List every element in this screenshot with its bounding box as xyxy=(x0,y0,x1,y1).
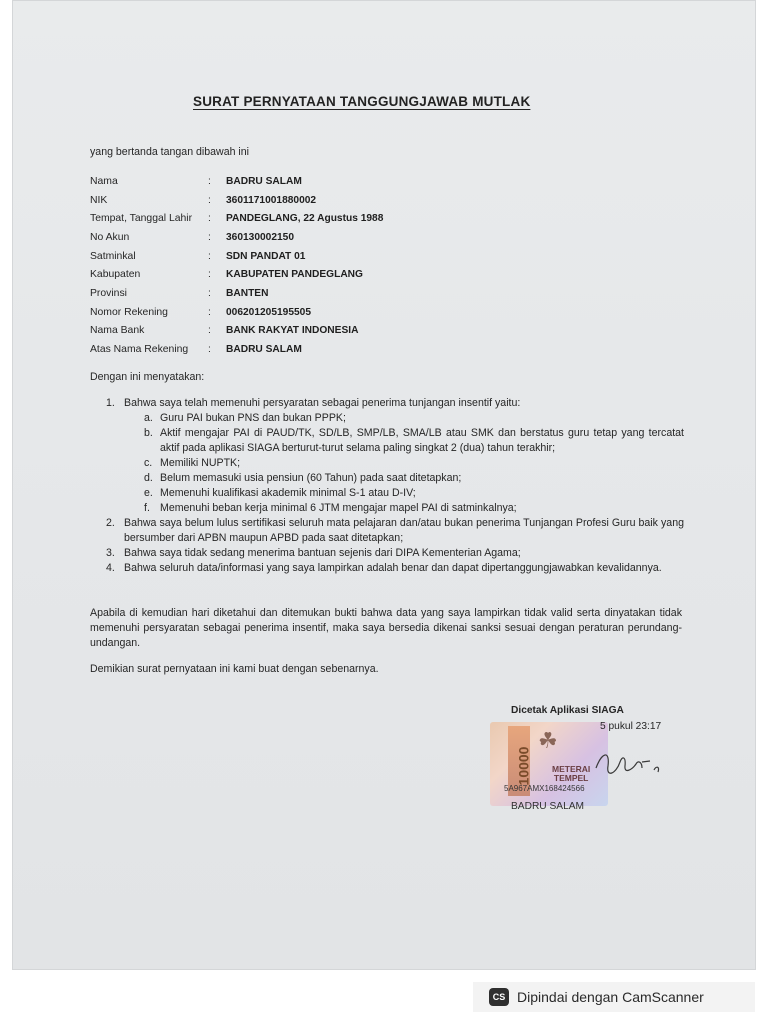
sub-list-item xyxy=(144,471,684,486)
field-label: Atas Nama Rekening xyxy=(90,344,189,356)
printed-time: 5 pukul 23:17 xyxy=(600,721,662,732)
field-separator: : xyxy=(208,306,211,318)
sub-item-text: Belum memasuki usia pensiun (60 Tahun) pada saat ditetapkan; xyxy=(160,472,462,484)
field-separator: : xyxy=(208,269,211,281)
sub-item-text: Memenuhi kualifikasi akademik minimal S-1 atau D-IV; xyxy=(160,487,416,499)
list-item-text: Bahwa saya telah memenuhi persyaratan sebagai penerima tunjangan insentif yaitu: xyxy=(124,397,521,409)
field-value: 360130002150 xyxy=(226,231,294,243)
list-item xyxy=(106,561,684,576)
sub-list-item xyxy=(144,486,684,501)
list-item-text: Bahwa seluruh data/informasi yang saya lampirkan adalah benar dan dapat dipertanggungjawabkan kevalidannya. xyxy=(124,562,662,574)
field-row xyxy=(90,247,570,266)
stamp-label xyxy=(552,765,590,783)
field-value: SDN PANDAT 01 xyxy=(226,250,306,262)
field-value: 3601171001880002 xyxy=(226,194,317,206)
field-value: PANDEGLANG, 22 Agustus 1988 xyxy=(226,213,384,225)
field-row xyxy=(90,228,570,247)
list-item xyxy=(106,546,684,561)
garuda-emblem-icon: ☘ xyxy=(538,728,558,753)
list-item-number: 4. xyxy=(106,562,115,574)
sub-item-text: Guru PAI bukan PNS dan bukan PPPK; xyxy=(160,412,346,424)
field-separator: : xyxy=(208,213,211,225)
field-label: Nama xyxy=(90,175,118,187)
list-item-number: 3. xyxy=(106,547,115,559)
intro-text: yang bertanda tangan dibawah ini xyxy=(90,146,250,158)
field-separator: : xyxy=(208,325,211,337)
declaration-list xyxy=(106,396,684,576)
sub-item-text: Aktif mengajar PAI di PAUD/TK, SD/LB, SMP/LB, SMA/LB atau SMK dan berstatus guru tetap yang tercatat aktif pada aplikasi SIAGA berturut-turut selama paling singkat 2 (dua) tahun terakhir; xyxy=(160,427,684,454)
field-row xyxy=(90,284,570,303)
sub-item-text: Memiliki NUPTK; xyxy=(160,457,241,469)
declaration-heading: Dengan ini menyatakan: xyxy=(90,371,205,383)
sub-item-text: Memenuhi beban kerja minimal 6 JTM mengajar mapel PAI di satminkalnya; xyxy=(160,502,517,514)
field-value: 006201205195505 xyxy=(226,306,311,318)
field-value: KABUPATEN PANDEGLANG xyxy=(226,269,363,281)
field-separator: : xyxy=(208,250,211,262)
field-row xyxy=(90,191,570,210)
closing-paragraph: Demikian surat pernyataan ini kami buat dengan sebenarnya. xyxy=(90,663,379,675)
field-row xyxy=(90,340,570,359)
field-label: Nama Bank xyxy=(90,325,145,337)
stamp-serial: 5A967AMX168424566 xyxy=(504,784,585,793)
document-title: SURAT PERNYATAAN TANGGUNGJAWAB MUTLAK xyxy=(193,94,531,109)
field-label: Kabupaten xyxy=(90,269,141,281)
field-separator: : xyxy=(208,175,211,187)
identity-fields xyxy=(90,172,570,359)
field-separator: : xyxy=(208,287,211,299)
field-separator: : xyxy=(208,194,211,206)
sub-list-item xyxy=(144,426,684,456)
sub-item-letter: b. xyxy=(144,427,153,439)
field-row xyxy=(90,209,570,228)
sub-list-item xyxy=(144,411,684,426)
list-item xyxy=(106,396,684,411)
field-label: Nomor Rekening xyxy=(90,306,168,318)
field-label: Provinsi xyxy=(90,287,127,299)
field-row xyxy=(90,172,570,191)
field-row xyxy=(90,322,570,341)
list-item xyxy=(106,516,684,546)
sub-list-item xyxy=(144,501,684,516)
field-value: BADRU SALAM xyxy=(226,344,302,356)
field-row xyxy=(90,265,570,284)
camscanner-logo-icon: CS xyxy=(489,988,509,1006)
stamp-label-line1: METERAI xyxy=(552,764,591,774)
sub-item-letter: a. xyxy=(144,412,153,424)
field-label: NIK xyxy=(90,194,108,206)
sub-item-letter: e. xyxy=(144,487,153,499)
sub-list-item xyxy=(144,456,684,471)
field-value: BANK RAKYAT INDONESIA xyxy=(226,325,359,337)
stamp-label-line2: TEMPEL xyxy=(553,773,589,783)
field-value: BADRU SALAM xyxy=(226,175,302,187)
field-separator: : xyxy=(208,344,211,356)
list-item-text: Bahwa saya tidak sedang menerima bantuan sejenis dari DIPA Kementerian Agama; xyxy=(124,547,521,559)
list-item-number: 1. xyxy=(106,397,115,409)
handwritten-signature xyxy=(592,748,662,782)
signer-name: BADRU SALAM xyxy=(511,801,585,812)
list-item-number: 2. xyxy=(106,517,115,529)
consequence-paragraph: Apabila di kemudian hari diketahui dan ditemukan bukti bahwa data yang saya lampirkan tidak valid serta dinyatakan tidak memenuhi persyaratan sebagai penerima insentif, maka saya bersedia dikenai sanksi sesuai dengan peraturan perundang-undangan. xyxy=(90,607,682,649)
sub-item-letter: d. xyxy=(144,472,153,484)
field-label: No Akun xyxy=(90,231,130,243)
stamp-amount: 10000 xyxy=(515,746,532,786)
field-row xyxy=(90,303,570,322)
camscanner-footer xyxy=(473,982,755,1012)
field-separator: : xyxy=(208,231,211,243)
field-value: BANTEN xyxy=(226,287,269,299)
camscanner-text: Dipindai dengan CamScanner xyxy=(517,989,704,1005)
sub-item-letter: c. xyxy=(144,457,153,469)
printed-by-label: Dicetak Aplikasi SIAGA xyxy=(511,705,624,716)
list-item-text: Bahwa saya belum lulus sertifikasi seluruh mata pelajaran dan/atau bukan penerima Tunjangan Profesi Guru baik yang bersumber dari APBN maupun APBD pada saat ditetapkan; xyxy=(124,517,684,544)
meterai-stamp xyxy=(490,722,608,806)
field-label: Satminkal xyxy=(90,250,136,262)
sub-item-letter: f. xyxy=(144,502,150,514)
field-label: Tempat, Tanggal Lahir xyxy=(90,213,193,225)
